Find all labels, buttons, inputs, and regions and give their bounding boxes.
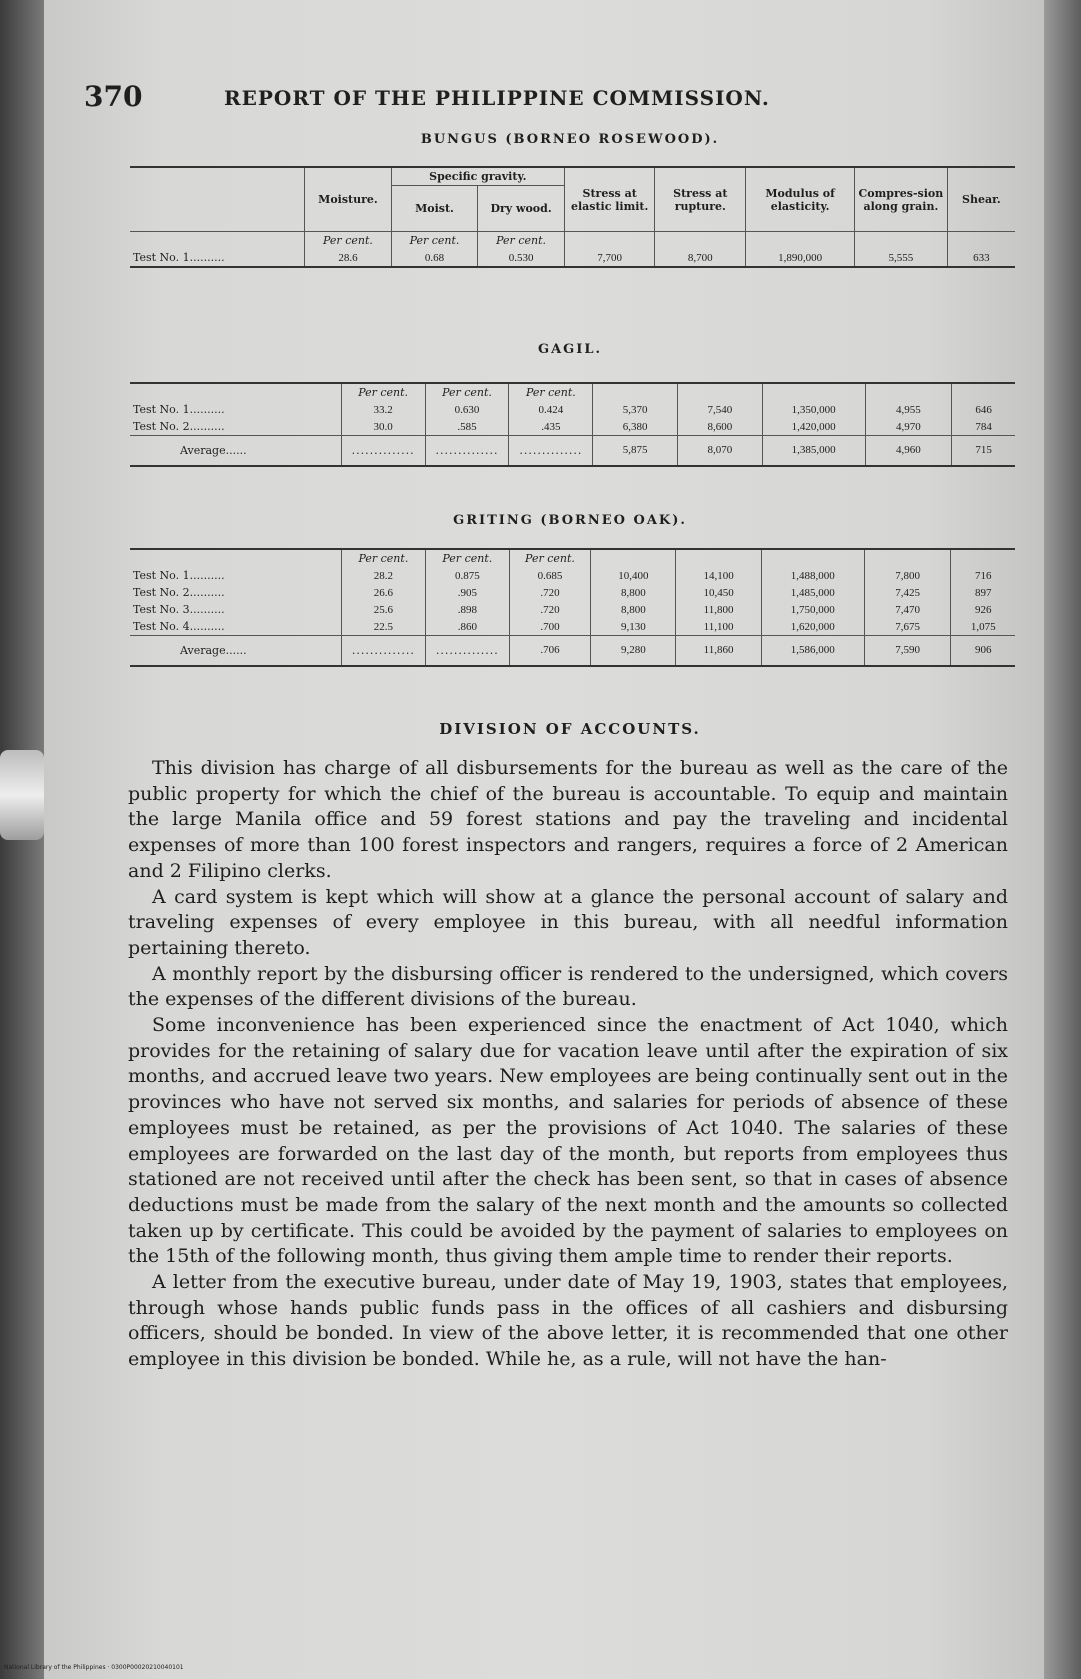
col-stress-rupture: Stress at rupture. xyxy=(655,167,746,232)
table-row: Test No. 1.......... 28.2 0.875 0.685 10,400 14,100 1,488,000 7,800 716 xyxy=(130,567,1015,584)
average-row: Average...... .............. .............. .706 9,280 11,860 1,586,000 7,590 906 xyxy=(130,636,1015,666)
table-row: Test No. 3.......... 25.6 .898 .720 8,800 11,800 1,750,000 7,470 926 xyxy=(130,601,1015,618)
table-griting: Per cent. Per cent. Per cent. Test No. 1.......... 28.2 0.875 0.685 10,400 14,100 1,488,000 7,800 716 Test No. 2.......... 26.6 .905 .720 8,800 10,450 1,485,000 7,425 897 Test No. 3.......... 25.6 .898 .720 8,800 11,800 1,750,000 7,470 926 Test No. 4.......... 22.5 .860 .700 9,130 11,100 1,620,000 7,675 1,075 Average...... .............. .............. .706 9,280 11,860 1,586,000 7,590 906 xyxy=(130,548,1015,667)
body-text xyxy=(128,756,1008,1373)
col-moist: Moist. xyxy=(391,186,478,232)
division-heading: DIVISION OF ACCOUNTS. xyxy=(439,720,701,738)
table-title-griting: GRITING (BORNEO OAK). xyxy=(453,513,687,528)
col-modulus: Modulus of elasticity. xyxy=(746,167,855,232)
page-edge-right xyxy=(1044,0,1081,1679)
table-row: Test No. 2.......... 30.0 .585 .435 6,380 8,600 1,420,000 4,970 784 xyxy=(130,418,1015,436)
table-gagil: Per cent. Per cent. Per cent. Test No. 1.......... 33.2 0.630 0.424 5,370 7,540 1,350,000 4,955 646 Test No. 2.......... 30.0 .585 .435 6,380 8,600 1,420,000 4,970 784 Average...... .............. .............. .............. 5,875 8,070 1,385,000 4,960 715 xyxy=(130,382,1015,467)
table-row: Test No. 2.......... 26.6 .905 .720 8,800 10,450 1,485,000 7,425 897 xyxy=(130,584,1015,601)
paragraph: A card system is kept which will show at a glance the personal account of salary and traveling expenses of every employee in this bureau, with all needful information pertaining thereto. xyxy=(128,885,1008,959)
col-moisture: Moisture. xyxy=(305,167,392,232)
footer-stamp: National Library of the Philippines · 0300P00020210040101 xyxy=(4,1664,184,1671)
paragraph: A letter from the executive bureau, under date of May 19, 1903, states that employees, through whose hands public funds pass in the offices of all cashiers and disbursing officers, should be bonded. In view of the above letter, it is recommended that one other employee in this division be bonded. While he, as a rule, will not have the han- xyxy=(128,1271,1008,1371)
table-row: Test No. 1.......... 28.6 0.68 0.530 7,700 8,700 1,890,000 5,555 633 xyxy=(130,249,1015,267)
col-shear: Shear. xyxy=(947,167,1015,232)
page-number: 370 xyxy=(84,80,143,113)
table-title-bungus: BUNGUS (BORNEO ROSEWOOD). xyxy=(420,132,720,147)
table-title-gagil: GAGIL. xyxy=(537,342,603,357)
table-row: Test No. 1.......... 33.2 0.630 0.424 5,370 7,540 1,350,000 4,955 646 xyxy=(130,401,1015,418)
paragraph: A monthly report by the disbursing officer is rendered to the undersigned, which covers the expenses of the different divisions of the bureau. xyxy=(128,962,1008,1011)
average-row: Average...... .............. .............. .............. 5,875 8,070 1,385,000 4,960 715 xyxy=(130,436,1015,466)
running-head: REPORT OF THE PHILIPPINE COMMISSION. xyxy=(224,86,770,110)
col-compression: Compres-sion along grain. xyxy=(855,167,948,232)
binder-clip xyxy=(0,750,44,840)
paragraph: This division has charge of all disbursements for the bureau as well as the care of the public property for which the chief of the bureau is accountable. To equip and maintain the large Manila office and 59 forest stations and pay the traveling and incidental expenses of more than 100 forest inspectors and rangers, requires a force of 2 American and 2 Filipino clerks. xyxy=(128,757,1008,882)
table-row: Test No. 4.......... 22.5 .860 .700 9,130 11,100 1,620,000 7,675 1,075 xyxy=(130,618,1015,636)
col-stress-elastic: Stress at elastic limit. xyxy=(564,167,655,232)
col-dry-wood: Dry wood. xyxy=(478,186,565,232)
page-header xyxy=(84,80,954,120)
table-bungus: Moisture. Specific gravity. Stress at elastic limit. Stress at rupture. Modulus of elasticity. Compres-sion along grain. Shear. Moist. Dry wood. Per cent. Per cent. Per cent. Test No. 1.......... 28.6 0.68 0.530 7,700 8,700 1,890,000 5,555 633 xyxy=(130,166,1015,268)
paragraph: Some inconvenience has been experienced since the enactment of Act 1040, which provides for the retaining of salary due for vacation leave until after the expiration of six months, and accrued leave two years. New employees are being continually sent out in the provinces who have not served six months, and salaries for periods of absence of these employees must be retained, as per the provisions of Act 1040. The salaries of these employees are forwarded on the last day of the month, but reports from employees thus stationed are not received until after the check has been sent, so that in cases of absence deductions must be made from the salary of the next month and the amounts so collected taken up by certificate. This could be avoided by the payment of salaries to employees on the 15th of the following month, thus giving them ample time to render their reports. xyxy=(128,1014,1008,1268)
col-specific-gravity: Specific gravity. xyxy=(391,167,564,186)
